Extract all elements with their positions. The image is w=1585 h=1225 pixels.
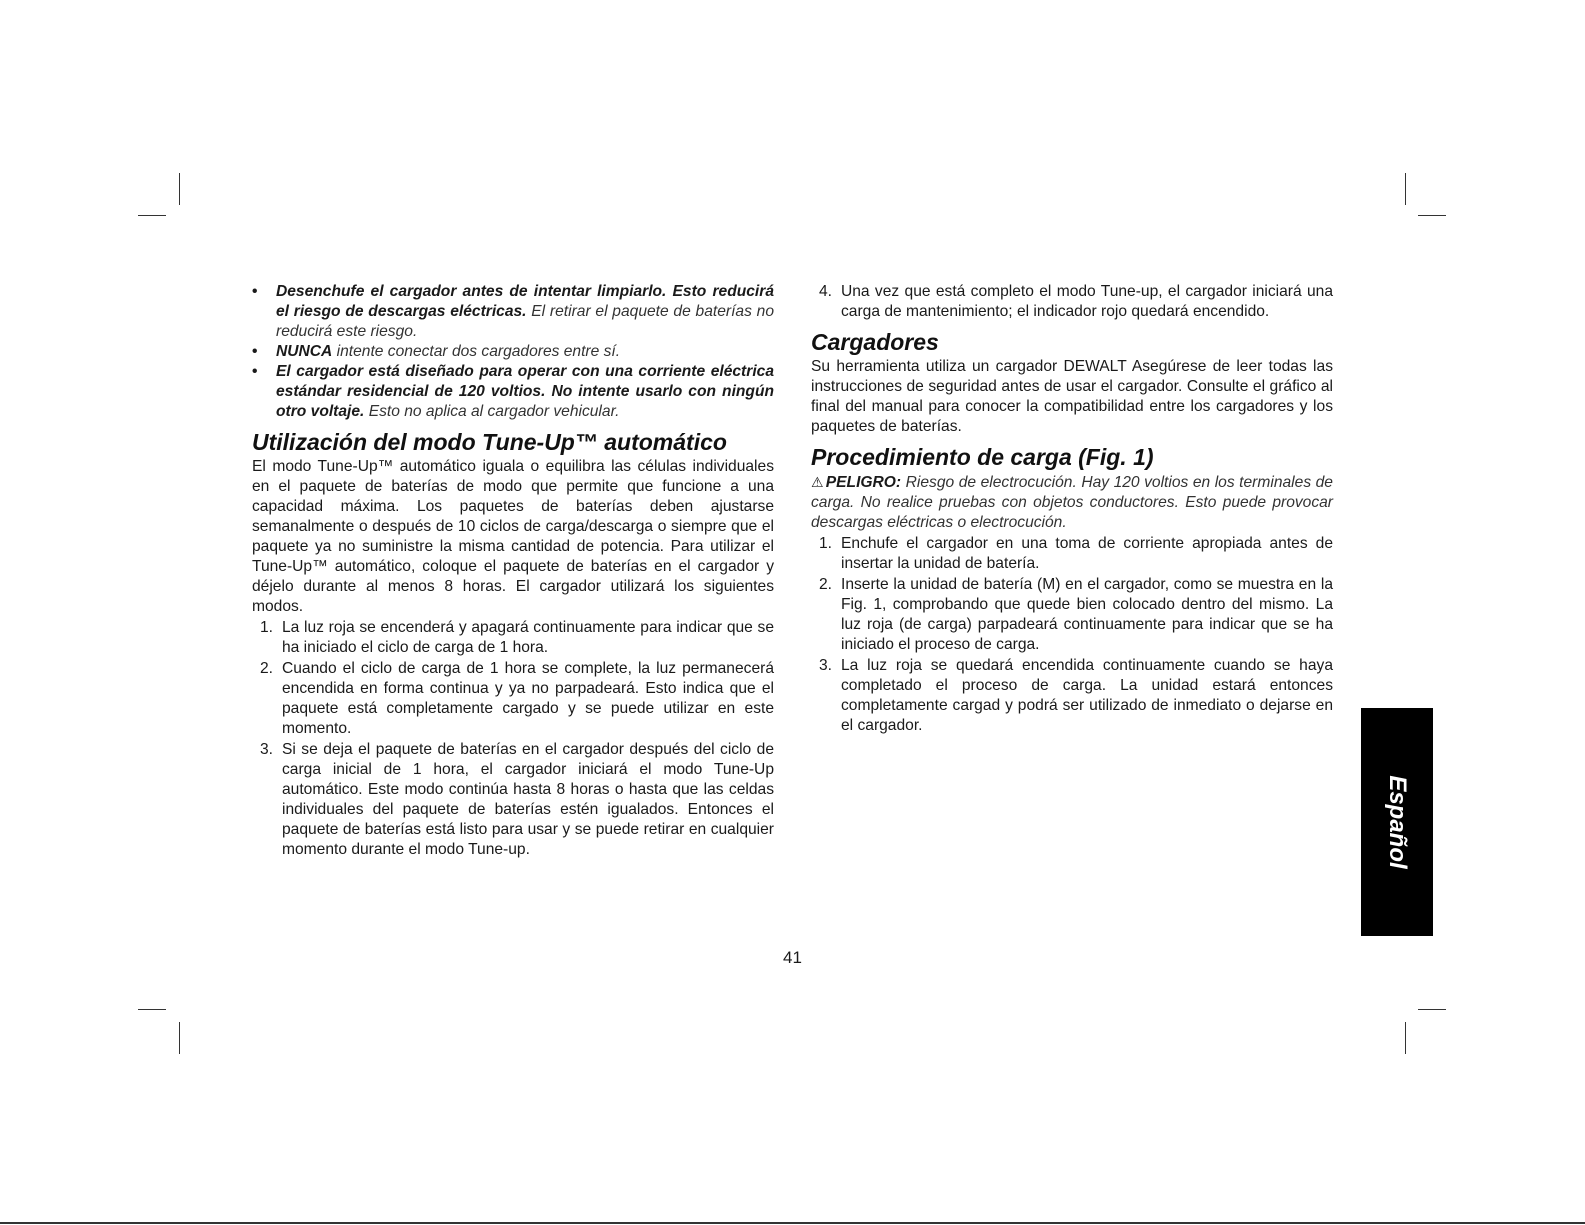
list-item: 2. Inserte la unidad de batería (M) en el cargador, como se muestra en la Fig. 1, comprobando que quede bien colocado dentro del mismo. La luz roja (de carga) parpadeará continuamente para indicar que se ha iniciado el proceso de carga. <box>819 576 1333 653</box>
page-number: 41 <box>783 948 802 967</box>
list-item: 3. Si se deja el paquete de baterías en el cargador después del ciclo de carga inicial de 1 hora, el cargador iniciará el modo Tune-Up automático. Este modo continúa hasta 8 horas o hasta que las celdas individuales del paquete de baterías estén igualados. Entonces el paquete de baterías está listo para usar y se puede retirar en cualquier momento durante el modo Tune-up. <box>260 741 774 858</box>
left-column <box>252 282 774 860</box>
warning-triangle-icon: ⚠ <box>811 474 824 490</box>
charging-steps <box>811 534 1333 736</box>
crop-mark <box>138 1009 166 1010</box>
list-item: 1. Enchufe el cargador en una toma de corriente apropiada antes de insertar la unidad de batería. <box>819 535 1333 572</box>
danger-warning: ⚠ PELIGRO: Riesgo de electrocución. Hay 120 voltios en los terminales de carga. No realice pruebas con objetos conductores. Esto puede provocar descargas eléctricas o electrocución. <box>811 474 1333 531</box>
language-tab-label: Español <box>1384 775 1411 869</box>
list-item: 4. Una vez que está completo el modo Tune-up, el cargador iniciará una carga de mantenimiento; el indicador rojo quedará encendido. <box>819 283 1333 320</box>
crop-mark <box>1405 1022 1406 1054</box>
crop-mark <box>1418 1009 1446 1010</box>
crop-mark <box>1418 215 1446 216</box>
safety-bullets <box>252 282 774 422</box>
bullet-item: • NUNCA intente conectar dos cargadores entre sí. <box>252 342 774 362</box>
section-title-chargers: Cargadores <box>811 329 939 355</box>
section-title-tune-up: Utilización del modo Tune-Up™ automático <box>252 429 727 455</box>
section-body-tune-up: El modo Tune-Up™ automático iguala o equilibra las células individuales en el paquete de baterías de modo que permite que funcione a una capacidad máxima. Los paquetes de baterías deben ajustarse semanalmente o después de 10 ciclos de carga/descarga o siempre que el paquete ya no suministre la misma cantidad de potencia. Para utilizar el Tune-Up™ automático, coloque el paquete de baterías en el cargador y déjelo durante al menos 8 horas. El cargador utilizará los siguientes modos. <box>252 458 774 615</box>
crop-mark <box>138 215 166 216</box>
crop-mark <box>1405 173 1406 205</box>
list-item: 2. Cuando el ciclo de carga de 1 hora se complete, la luz permanecerá encendida en forma continua y ya no parpadeará. Esto indica que el paquete está completamente cargado y se puede utilizar en este momento. <box>260 660 774 737</box>
crop-mark <box>179 173 180 205</box>
tune-up-steps-continued <box>811 282 1333 322</box>
bullet-item: • Desenchufe el cargador antes de intentar limpiarlo. Esto reducirá el riesgo de descargas eléctricas. El retirar el paquete de baterías no reducirá este riesgo. <box>252 282 774 342</box>
list-item: 1. La luz roja se encenderá y apagará continuamente para indicar que se ha iniciado el ciclo de carga de 1 hora. <box>260 619 774 656</box>
language-tab <box>1361 708 1433 936</box>
list-item: 3. La luz roja se quedará encendida continuamente cuando se haya completado el proceso de carga. La unidad estará entonces completamente cargad y podrá ser utilizado de inmediato o dejarse en el cargador. <box>819 657 1333 734</box>
crop-mark <box>179 1022 180 1054</box>
section-title-procedure: Procedimiento de carga (Fig. 1) <box>811 444 1154 470</box>
tune-up-steps <box>252 618 774 860</box>
bullet-item: • El cargador está diseñado para operar con una corriente eléctrica estándar residencial de 120 voltios. No intente usarlo con ningún otro voltaje. Esto no aplica al cargador vehicular. <box>252 362 774 422</box>
section-body-chargers: Su herramienta utiliza un cargador DEWALT Asegúrese de leer todas las instrucciones de seguridad antes de usar el cargador. Consulte el gráfico al final del manual para conocer la compatibilidad entre los cargadores y los paquetes de baterías. <box>811 358 1333 435</box>
right-column <box>811 282 1333 736</box>
page-bottom-rule <box>0 1222 1585 1224</box>
